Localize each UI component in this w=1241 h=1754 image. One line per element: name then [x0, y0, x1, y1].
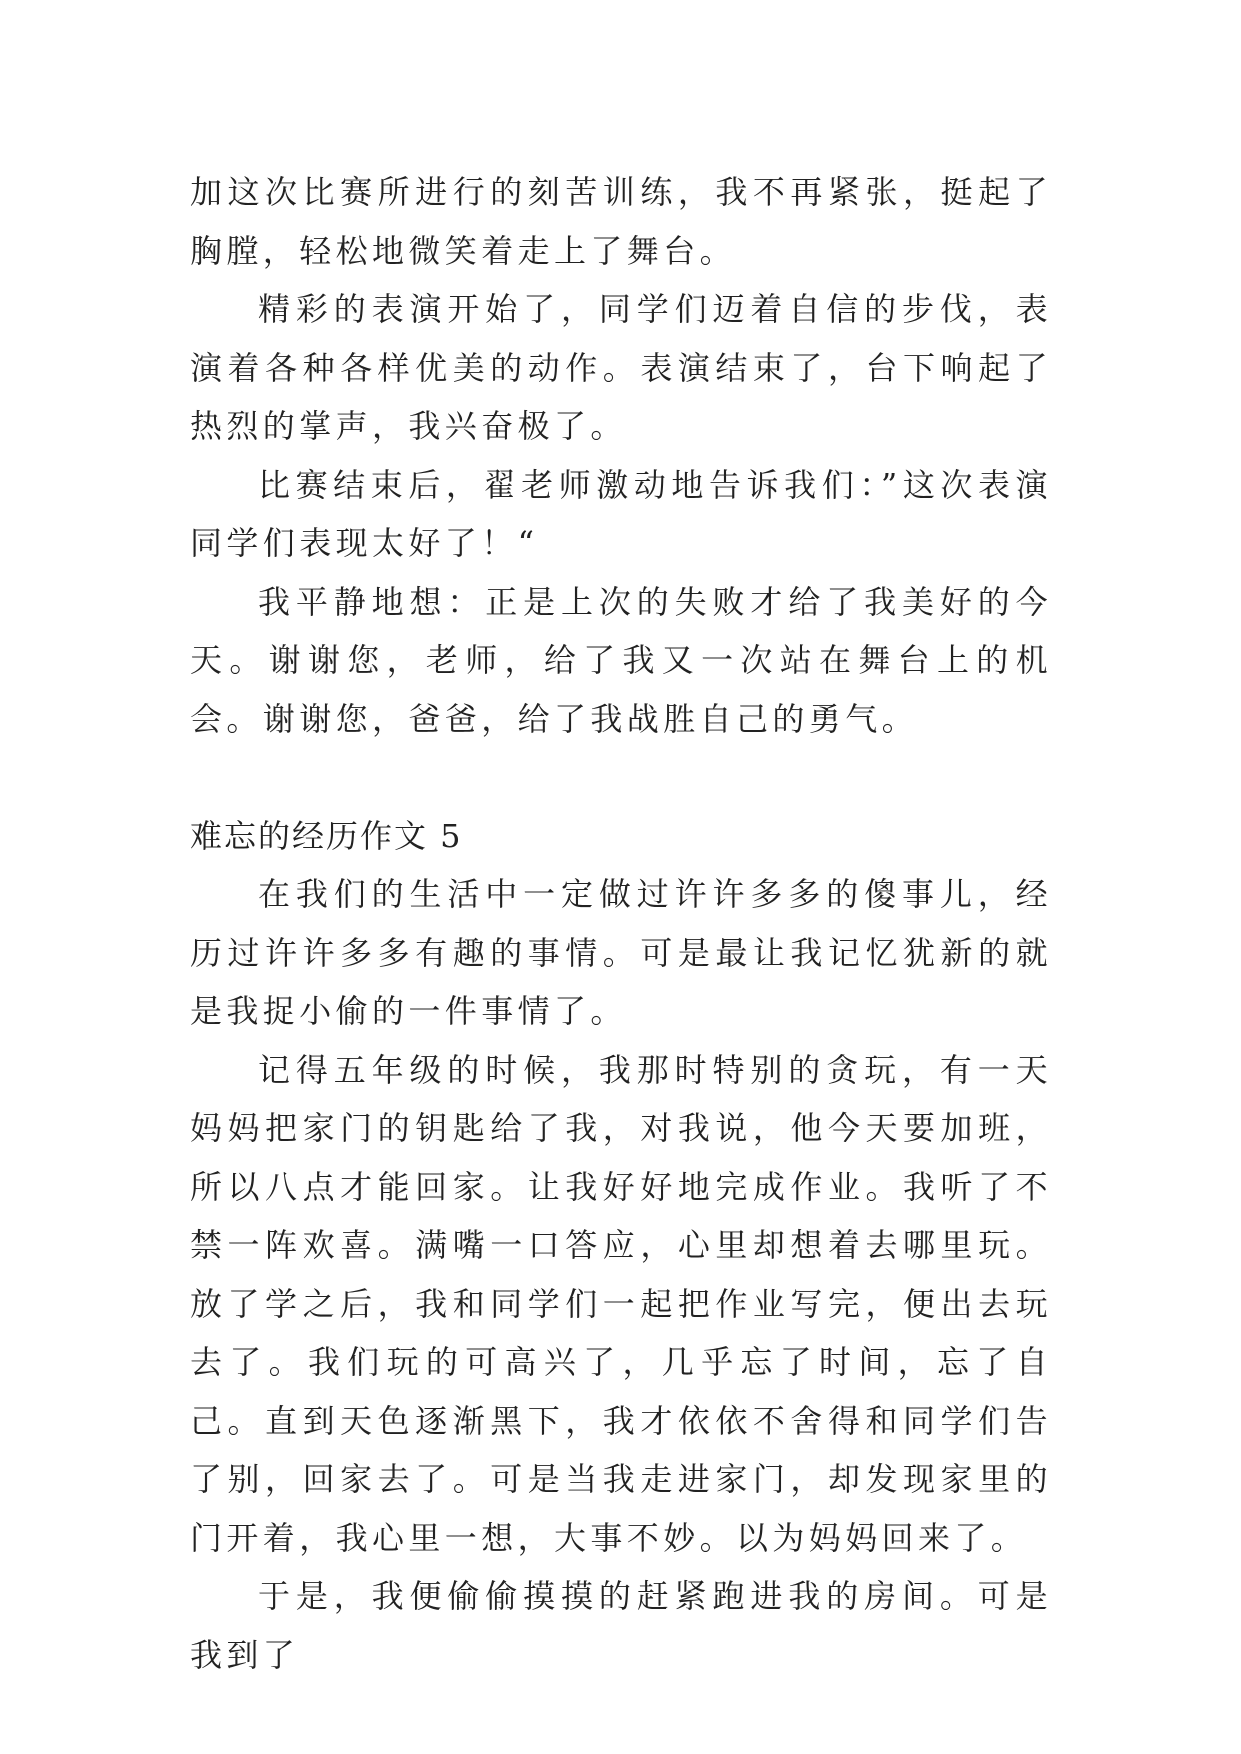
document-body [190, 163, 1052, 1684]
paragraph-6: 记得五年级的时候，我那时特别的贪玩，有一天妈妈把家门的钥匙给了我，对我说，他今天要加班，所以八点才能回家。让我好好地完成作业。我听了不禁一阵欢喜。满嘴一口答应，心里却想着去哪里玩。放了学之后，我和同学们一起把作业写完，便出去玩去了。我们玩的可高兴了，几乎忘了时间，忘了自己。直到天色逐渐黑下，我才依依不舍得和同学们告了别，回家去了。可是当我走进家门，却发现家里的门开着，我心里一想，大事不妙。以为妈妈回来了。 [190, 1050, 1052, 1557]
paragraph-7: 于是，我便偷偷摸摸的赶紧跑进我的房间。可是我到了 [190, 1577, 1052, 1674]
paragraph-1: 加这次比赛所进行的刻苦训练，我不再紧张，挺起了胸膛，轻松地微笑着走上了舞台。 [190, 173, 1052, 270]
paragraph-5: 在我们的生活中一定做过许许多多的傻事儿，经历过许许多多有趣的事情。可是最让我记忆犹新的就是我捉小偷的一件事情了。 [190, 875, 1052, 1030]
paragraph-2: 精彩的表演开始了，同学们迈着自信的步伐，表演着各种各样优美的动作。表演结束了，台下响起了热烈的掌声，我兴奋极了。 [190, 290, 1052, 445]
paragraph-4: 我平静地想：正是上次的失败才给了我美好的今天。谢谢您，老师，给了我又一次站在舞台上的机会。谢谢您，爸爸，给了我战胜自己的勇气。 [190, 582, 1052, 738]
section-gap [190, 748, 1052, 807]
section-title: 难忘的经历作文 5 [190, 816, 463, 855]
paragraph-3: 比赛结束后，翟老师激动地告诉我们：”这次表演同学们表现太好了！“ [190, 465, 1052, 562]
